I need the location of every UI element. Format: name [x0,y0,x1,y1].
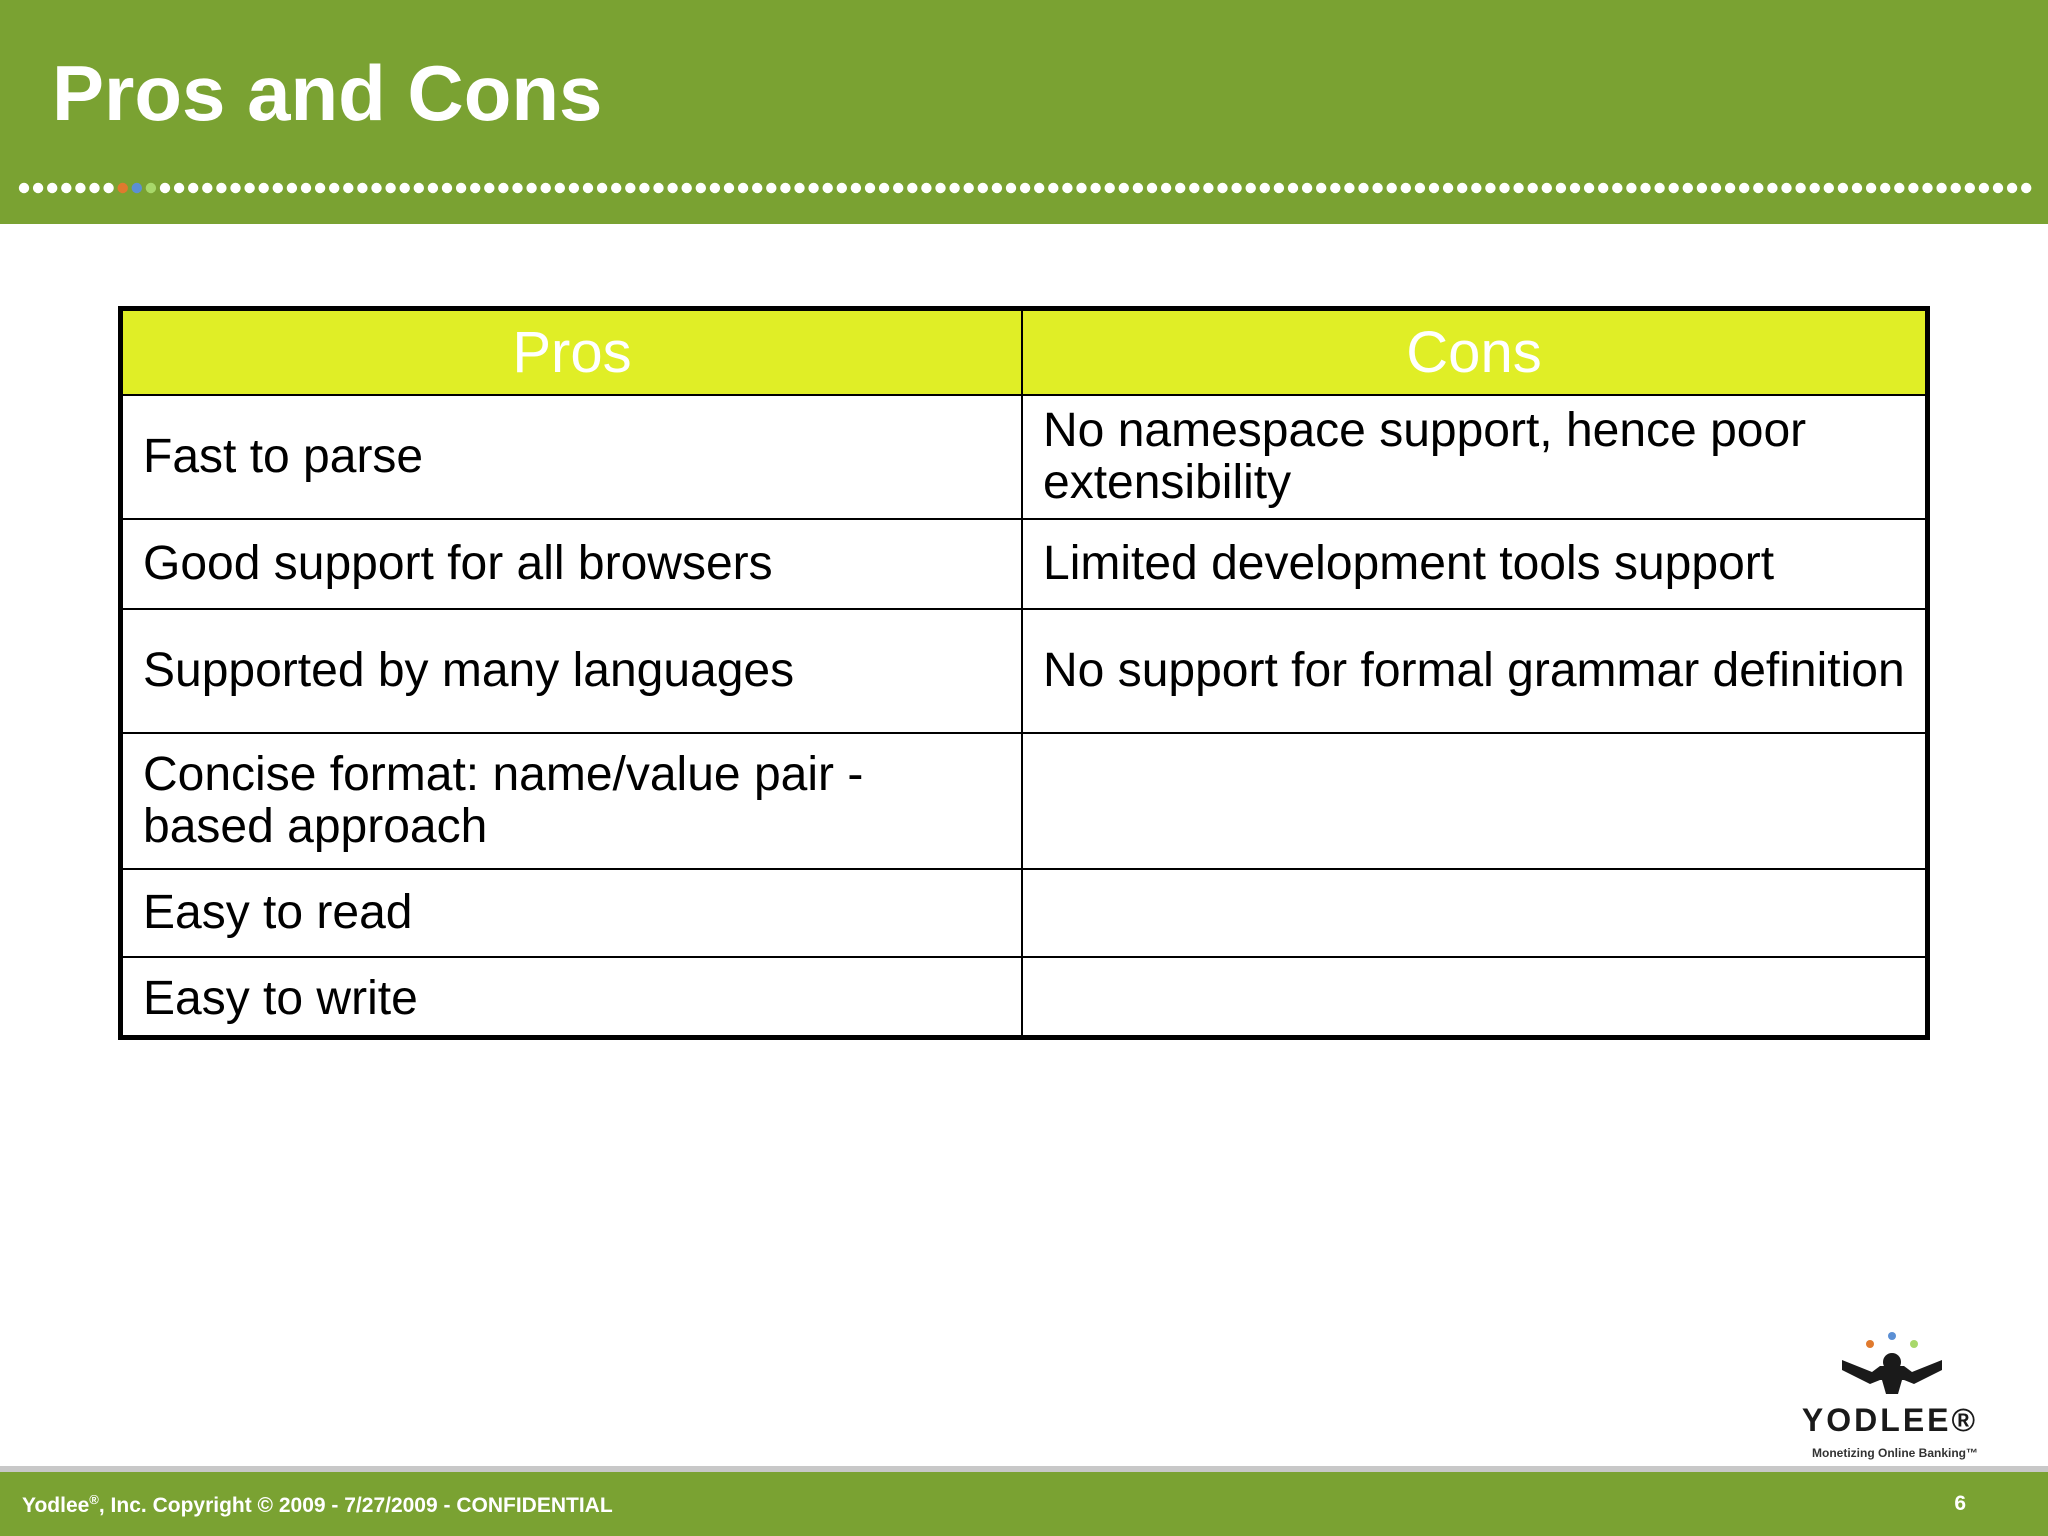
divider-dot [1979,183,1989,193]
divider-dot [498,183,508,193]
divider-dot [1105,183,1115,193]
divider-dot [710,183,720,193]
cons-cell: No support for formal grammar definition [1022,609,1925,733]
divider-dot [1852,183,1862,193]
divider-dot [780,183,790,193]
divider-dot [1556,183,1566,193]
divider-dot [1542,183,1552,193]
divider-dot [738,183,748,193]
divider-dot [1147,183,1157,193]
divider-dot [935,183,945,193]
divider-dot [1936,183,1946,193]
divider-dot [33,183,43,193]
divider-dot [1161,183,1171,193]
divider-dot [1260,183,1270,193]
divider-dot [837,183,847,193]
table-row [123,733,1925,869]
divider-dot [19,183,29,193]
divider-dot [428,183,438,193]
divider-dot [1908,183,1918,193]
divider-dot [823,183,833,193]
divider-dot [442,183,452,193]
footer-brand: Yodlee [22,1494,90,1517]
divider-dot [75,183,85,193]
yodlee-logo [1780,1330,2010,1464]
footer-copyright-text: , Inc. Copyright © 2009 - 7/27/2009 - CONFIDENTIAL [98,1494,613,1517]
divider-dot [992,183,1002,193]
divider-dot [230,183,240,193]
divider-dot [1640,183,1650,193]
divider-dot [1316,183,1326,193]
divider-dot [259,183,269,193]
divider-dot [1330,183,1340,193]
divider-dot [1246,183,1256,193]
pros-cell: Easy to write [123,957,1022,1039]
divider-dot [921,183,931,193]
divider-dot [1528,183,1538,193]
registered-mark: ® [89,1492,99,1507]
divider-dot [724,183,734,193]
divider-dot [1020,183,1030,193]
divider-dot [484,183,494,193]
divider-dot [470,183,480,193]
divider-dot [1922,183,1932,193]
divider-dot [414,183,424,193]
divider-dot [1838,183,1848,193]
divider-dot [1274,183,1284,193]
pros-cell: Concise format: name/value pair - based approach [123,733,1022,869]
divider-dot [949,183,959,193]
divider-dot [653,183,663,193]
divider-dot [103,183,113,193]
cons-cell [1022,869,1925,957]
divider-dot [456,183,466,193]
divider-dot [611,183,621,193]
divider-dot [682,183,692,193]
divider-dot [1781,183,1791,193]
divider-dot [541,183,551,193]
cons-cell [1022,733,1925,869]
yodlee-wordmark: YODLEE® [1801,1402,1979,1438]
divider-dot [1415,183,1425,193]
table-header-row [123,311,1925,395]
divider-dot [216,183,226,193]
divider-dot [1810,183,1820,193]
divider-dot [978,183,988,193]
pros-cons-table [118,306,1930,1040]
pros-header: Pros [123,311,1022,395]
divider-dot [61,183,71,193]
divider-dot [1034,183,1044,193]
divider-dot [1965,183,1975,193]
divider-dot [1753,183,1763,193]
divider-dot [188,183,198,193]
divider-dot [1669,183,1679,193]
divider-dot [132,183,142,193]
divider-dot [2021,183,2031,193]
divider-dot [1697,183,1707,193]
divider-dot [1880,183,1890,193]
divider-dot [118,183,128,193]
divider-dot [1584,183,1594,193]
divider-dot [1993,183,2003,193]
divider-dot [1358,183,1368,193]
divider-dot [1654,183,1664,193]
divider-dot [583,183,593,193]
divider-dot [879,183,889,193]
divider-dot [907,183,917,193]
pros-cell: Good support for all browsers [123,519,1022,609]
divider-dot [1485,183,1495,193]
divider-dot [1189,183,1199,193]
divider-dot [1344,183,1354,193]
pros-cell: Easy to read [123,869,1022,957]
yodlee-tagline: Monetizing Online Banking™ [1812,1446,1978,1460]
divider-dot [1513,183,1523,193]
divider-dot [766,183,776,193]
divider-dot [569,183,579,193]
page-number: 6 [1954,1492,1966,1515]
divider-dot [1062,183,1072,193]
divider-dot [273,183,283,193]
divider-dot [1443,183,1453,193]
divider-dot [1711,183,1721,193]
divider-dot [1612,183,1622,193]
divider-dot [667,183,677,193]
divider-dot [893,183,903,193]
divider-dot [1372,183,1382,193]
divider-dot [174,183,184,193]
pros-cell: Fast to parse [123,395,1022,519]
divider-dot [639,183,649,193]
divider-dot [202,183,212,193]
divider-dot [1288,183,1298,193]
table-row [123,957,1925,1039]
divider-dot [1598,183,1608,193]
dot-divider [18,180,2034,196]
divider-dot [1302,183,1312,193]
divider-dot [1725,183,1735,193]
divider-dot [752,183,762,193]
divider-dot [597,183,607,193]
divider-dot [1767,183,1777,193]
divider-dot [385,183,395,193]
divider-dot [1457,183,1467,193]
divider-dot [1894,183,1904,193]
table-row [123,609,1925,733]
divider-dot [1401,183,1411,193]
divider-dot [1429,183,1439,193]
divider-dot [244,183,254,193]
divider-dot [808,183,818,193]
divider-dot [89,183,99,193]
divider-dot [343,183,353,193]
divider-dot [301,183,311,193]
divider-dot [964,183,974,193]
divider-dot [1090,183,1100,193]
divider-dot [287,183,297,193]
divider-dot [865,183,875,193]
divider-dot [146,183,156,193]
cons-cell: No namespace support, hence poor extensibility [1022,395,1925,519]
divider-dot [2007,183,2017,193]
divider-dot [851,183,861,193]
divider-dot [1387,183,1397,193]
footer-copyright [22,1492,613,1518]
divider-dot [1683,183,1693,193]
table-row [123,395,1925,519]
divider-dot [329,183,339,193]
slide-title: Pros and Cons [52,49,603,137]
table-row [123,869,1925,957]
divider-dot [696,183,706,193]
divider-dot [625,183,635,193]
divider-dot [315,183,325,193]
divider-dot [1866,183,1876,193]
divider-dot [1119,183,1129,193]
pros-cell: Supported by many languages [123,609,1022,733]
divider-dot [1175,183,1185,193]
cons-cell: Limited development tools support [1022,519,1925,609]
divider-dot [1048,183,1058,193]
divider-dot [1570,183,1580,193]
divider-dot [1739,183,1749,193]
cons-header: Cons [1022,311,1925,395]
yodlee-figure-icon [1832,1330,1952,1396]
pros-cons-table-grid [123,311,1925,1039]
dot-divider-graphic [18,180,2034,196]
divider-dot [1951,183,1961,193]
divider-dot [160,183,170,193]
divider-dot [1795,183,1805,193]
divider-dot [1499,183,1509,193]
divider-dot [1076,183,1086,193]
table-row [123,519,1925,609]
divider-dot [47,183,57,193]
divider-dot [1231,183,1241,193]
divider-dot [1471,183,1481,193]
divider-dot [1006,183,1016,193]
divider-dot [1626,183,1636,193]
divider-dot [1824,183,1834,193]
divider-dot [555,183,565,193]
divider-dot [512,183,522,193]
divider-dot [1217,183,1227,193]
divider-dot [526,183,536,193]
slide-footer [0,1472,2048,1536]
cons-cell [1022,957,1925,1039]
divider-dot [357,183,367,193]
divider-dot [400,183,410,193]
divider-dot [371,183,381,193]
divider-dot [1203,183,1213,193]
slide-header [0,0,2048,224]
divider-dot [794,183,804,193]
divider-dot [1133,183,1143,193]
